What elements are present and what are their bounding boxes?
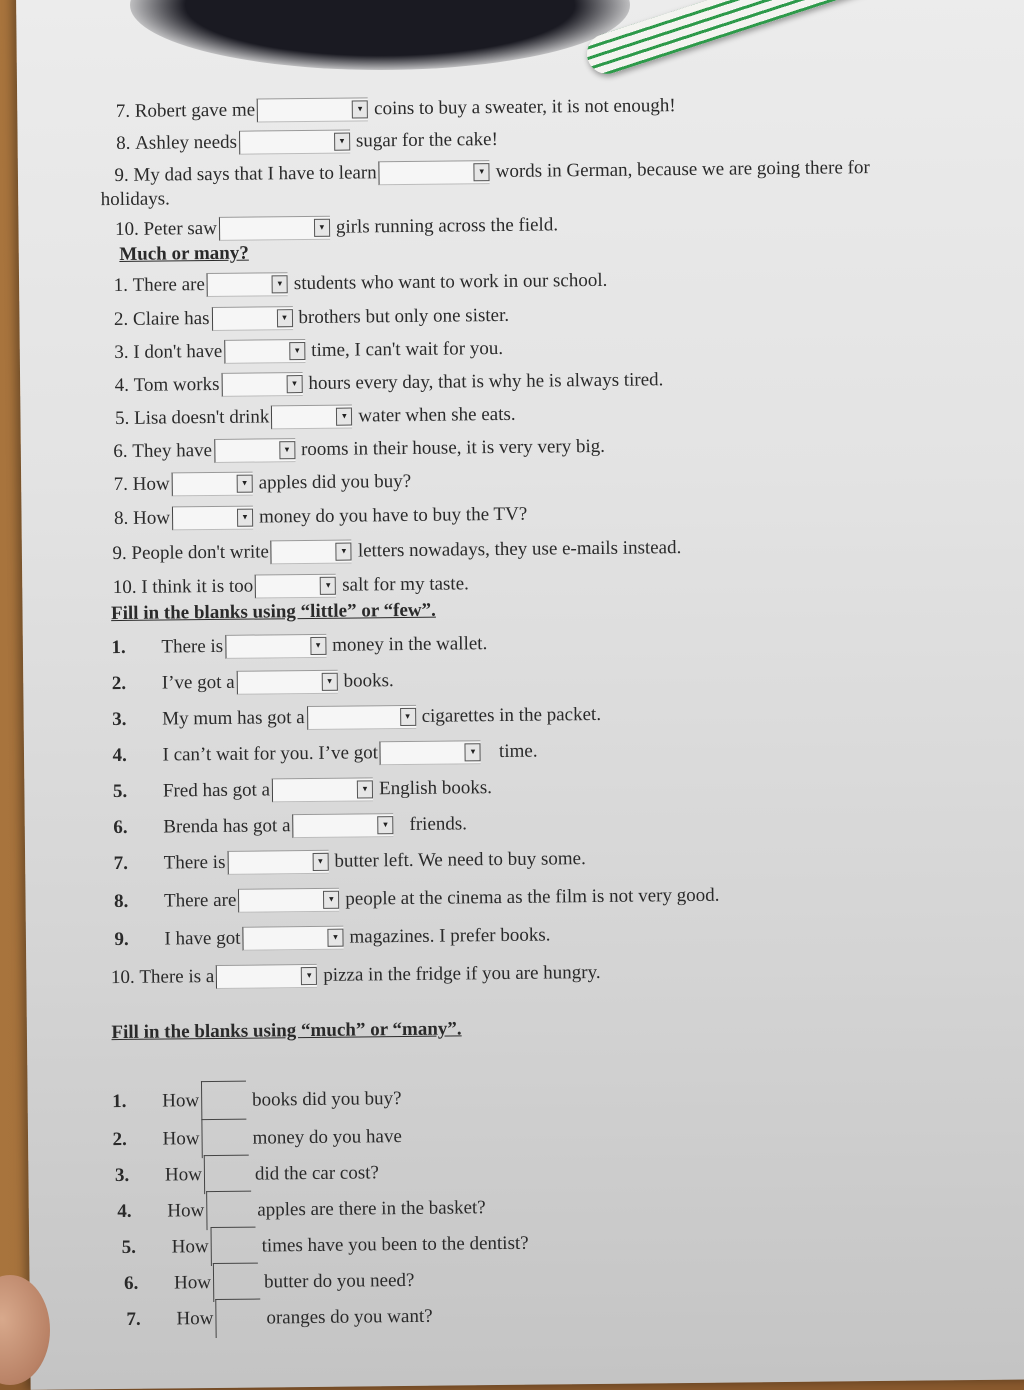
much-many-2-item-3: 3. How did the car cost?	[115, 1153, 379, 1195]
chevron-down-icon: ▾	[323, 891, 339, 909]
much-many-item-8: 8. How ▾ money do you have to buy the TV?	[113, 503, 528, 530]
much-many-item-1: 1. There are ▾ students who want to work in our school.	[113, 269, 608, 297]
much-many-item-10: 10. I think it is too ▾ salt for my taste.	[112, 573, 469, 599]
section-title-much-many: Much or many?	[119, 242, 249, 265]
answer-dropdown[interactable]	[172, 506, 253, 531]
answer-box[interactable]	[201, 1119, 246, 1158]
answer-dropdown[interactable]	[225, 634, 326, 659]
little-few-item-5: 5. Fred has got a ▾ English books.	[112, 777, 493, 803]
answer-dropdown[interactable]	[238, 888, 339, 913]
top-item-7: 7. Robert gave me ▾ coins to buy a sweater, it is not enough!	[115, 95, 676, 122]
little-few-item-7: 7. There is ▾ butter left. We need to buy some.	[113, 848, 586, 875]
much-many-2-item-2: 2. How money do you have	[112, 1117, 402, 1159]
answer-dropdown[interactable]	[379, 160, 490, 185]
answer-dropdown[interactable]	[257, 97, 368, 122]
answer-box[interactable]	[213, 1263, 258, 1302]
answer-dropdown[interactable]	[224, 339, 305, 364]
chevron-down-icon: ▾	[352, 100, 368, 118]
answer-dropdown[interactable]	[219, 216, 330, 241]
answer-dropdown[interactable]	[221, 372, 302, 397]
chevron-down-icon: ▾	[314, 219, 330, 237]
top-item-10: 10. Peter saw ▾ girls running across the field.	[114, 214, 559, 241]
chevron-down-icon: ▾	[286, 375, 302, 393]
chevron-down-icon: ▾	[400, 708, 416, 726]
answer-box[interactable]	[210, 1227, 255, 1266]
chevron-down-icon: ▾	[301, 967, 317, 985]
top-item-8: 8. Ashley needs ▾ sugar for the cake!	[116, 128, 498, 154]
answer-dropdown[interactable]	[214, 438, 295, 463]
answer-dropdown[interactable]	[307, 705, 416, 730]
answer-dropdown[interactable]	[172, 472, 253, 497]
top-item-9-cont: holidays.	[100, 188, 170, 211]
little-few-item-8: 8. There are ▾ people at the cinema as the film is not very good.	[113, 884, 720, 913]
answer-dropdown[interactable]	[216, 964, 317, 989]
much-many-item-6: 6. They have ▾ rooms in their house, it is very very big.	[113, 435, 606, 463]
chevron-down-icon: ▾	[289, 342, 305, 360]
much-many-2-item-7: 7. How oranges do you want?	[126, 1297, 433, 1339]
chevron-down-icon: ▾	[237, 475, 253, 493]
chevron-down-icon: ▾	[276, 309, 292, 327]
chevron-down-icon: ▾	[312, 853, 328, 871]
answer-dropdown[interactable]	[255, 574, 336, 599]
much-many-2-item-5: 5. How times have you been to the dentist?	[122, 1224, 529, 1267]
much-many-item-9: 9. People don't write ▾ letters nowadays, they use e-mails instead.	[112, 537, 682, 565]
answer-dropdown[interactable]	[272, 777, 373, 802]
much-many-2-item-1: 1. How books did you buy?	[112, 1079, 402, 1121]
little-few-item-9: 9. I have got ▾ magazines. I prefer books.	[114, 924, 551, 951]
chevron-down-icon: ▾	[322, 673, 338, 691]
chevron-down-icon: ▾	[336, 408, 352, 426]
little-few-item-2: 2. I’ve got a ▾ books.	[111, 670, 394, 695]
chevron-down-icon: ▾	[377, 816, 393, 834]
much-many-item-4: 4. Tom works ▾ hours every day, that is why he is always tired.	[114, 369, 664, 397]
little-few-item-1: 1. There is ▾ money in the wallet.	[111, 633, 488, 659]
answer-dropdown[interactable]	[239, 130, 350, 155]
chevron-down-icon: ▾	[474, 163, 490, 181]
answer-box[interactable]	[201, 1081, 246, 1120]
much-many-2-item-4: 4. How apples are there in the basket?	[117, 1188, 486, 1231]
answer-dropdown[interactable]	[236, 670, 337, 695]
little-few-item-10: 10. There is a ▾ pizza in the fridge if you are hungry.	[110, 961, 601, 989]
answer-box[interactable]	[215, 1299, 260, 1338]
chevron-down-icon: ▾	[334, 133, 350, 151]
much-many-item-7: 7. How ▾ apples did you buy?	[113, 470, 412, 496]
answer-dropdown[interactable]	[271, 405, 352, 430]
little-few-item-3: 3. My mum has got a ▾ cigarettes in the packet.	[112, 703, 602, 731]
chevron-down-icon: ▾	[272, 275, 288, 293]
top-item-9: 9. My dad says that I have to learn ▾ words in German, because we are going there for	[114, 157, 870, 187]
answer-dropdown[interactable]	[242, 926, 343, 951]
answer-dropdown[interactable]	[227, 850, 328, 875]
answer-box[interactable]	[206, 1191, 251, 1230]
section-title-much-many-2: Fill in the blanks using “much” or “many”.	[111, 1018, 462, 1044]
answer-dropdown[interactable]	[207, 272, 288, 297]
section-title-little-few: Fill in the blanks using “little” or “few”.	[110, 599, 436, 625]
much-many-item-3: 3. I don't have ▾ time, I can't wait for you.	[114, 337, 504, 364]
much-many-2-item-6: 6. How butter do you need?	[124, 1261, 415, 1303]
much-many-item-5: 5. Lisa doesn't drink ▾ water when she eats.	[114, 403, 516, 430]
answer-dropdown[interactable]	[211, 306, 292, 331]
answer-dropdown[interactable]	[380, 740, 481, 765]
chevron-down-icon: ▾	[465, 743, 481, 761]
little-few-item-6: 6. Brenda has got a ▾ friends.	[113, 813, 468, 839]
chevron-down-icon: ▾	[310, 637, 326, 655]
chevron-down-icon: ▾	[327, 929, 343, 947]
answer-dropdown[interactable]	[292, 813, 393, 838]
chevron-down-icon: ▾	[357, 780, 373, 798]
much-many-item-2: 2. Claire has ▾ brothers but only one sister.	[113, 304, 510, 331]
chevron-down-icon: ▾	[237, 509, 253, 527]
answer-box[interactable]	[204, 1155, 249, 1194]
chevron-down-icon: ▾	[320, 577, 336, 595]
chevron-down-icon: ▾	[336, 543, 352, 561]
chevron-down-icon: ▾	[279, 441, 295, 459]
answer-dropdown[interactable]	[271, 540, 352, 565]
little-few-item-4: 4. I can’t wait for you. I’ve got ▾ time.	[112, 740, 538, 767]
